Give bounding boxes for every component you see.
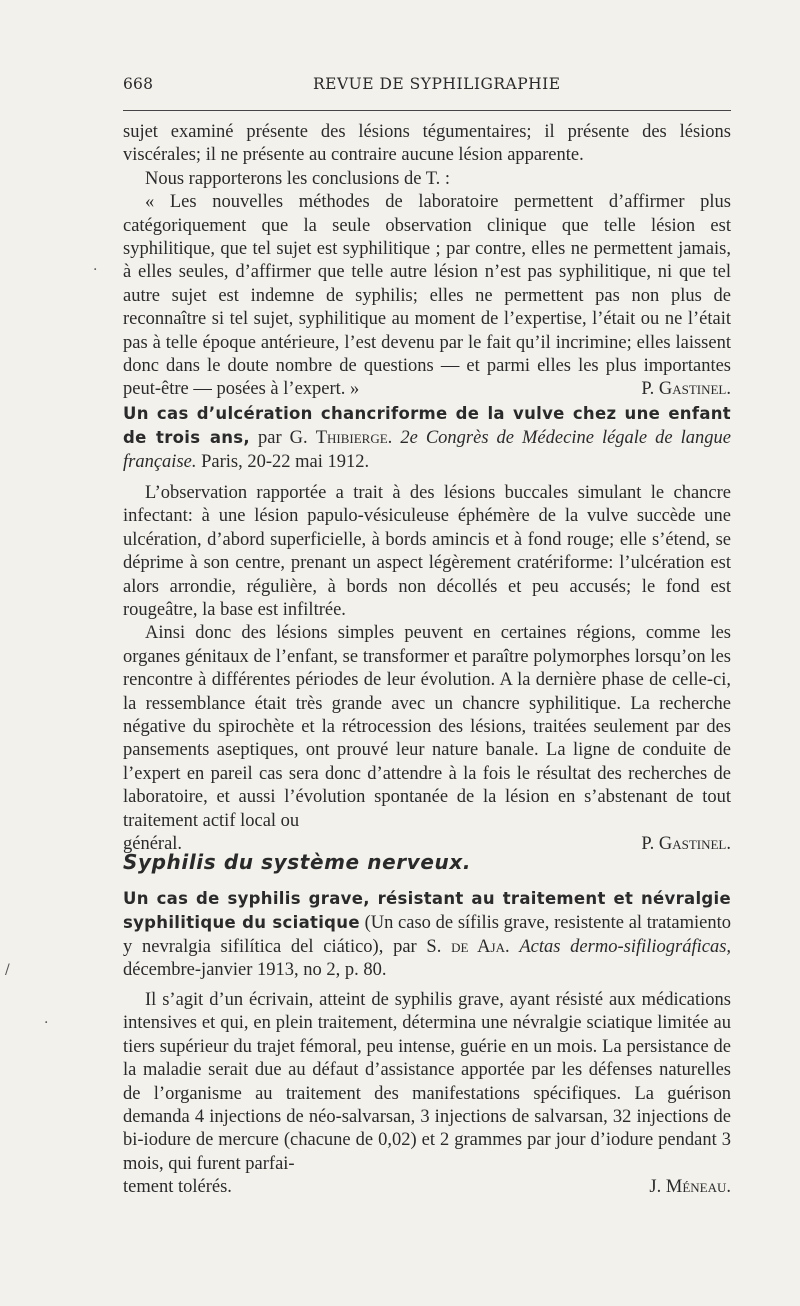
paragraph: sujet examiné présente des lésions tégumentaires; il présente des lésions viscérales; il ne présente au contraire aucune lésion apparente. <box>123 122 731 166</box>
journal-title: REVUE DE SYPHILIGRAPHIE <box>313 75 561 93</box>
article-translation: (Un caso de sífilis grave, resistente al tratamiento y nevralgia sifilítica del ciático), par S. <box>123 913 732 957</box>
closing-line <box>123 1176 731 1199</box>
margin-dot: · <box>93 262 98 278</box>
article-body <box>123 989 731 1200</box>
article-heading <box>123 887 731 983</box>
article-author: de Aja. <box>451 936 510 957</box>
signature: P. Gastinel. <box>641 379 731 400</box>
paragraph: Il s’agit d’un écrivain, atteint de syphilis grave, ayant résisté aux médications intensives et qui, en plein traitement, détermina une névralgie sciatique limitée au tiers supérieur du trajet fémoral, peu intense, guérie en un mois. La persistance de la maladie serait due au défaut d’assistance apportée par les défenses naturelles de l’organisme au traitement des manifestations spécifiques. La guérison demanda 4 injections de néo-salvarsan, 3 injections de salvarsan, 32 injections de bi-iodure de mercure (chacune de 0,02) et 2 grammes par jour d’iodure pendant 3 mois, qui furent parfai- <box>123 990 731 1174</box>
running-header <box>123 75 730 99</box>
article-date: Paris, 20-22 mai 1912. <box>201 451 370 472</box>
article-author: Thibierge. <box>315 428 393 449</box>
paragraph-end: général. <box>123 834 183 855</box>
paragraph-end: tement tolérés. <box>123 1177 232 1198</box>
paragraph: Nous rapporterons les conclusions de T. : <box>145 168 451 189</box>
article-title: Un cas d’ulcération chancriforme de la vulve chez une enfant de trois ans, <box>123 404 731 448</box>
signature: P. Gastinel. <box>641 834 731 855</box>
article-body <box>123 482 731 857</box>
paragraph: Ainsi donc des lésions simples peuvent en certaines régions, comme les organes génitaux de l’enfant, se transformer et paraître polymorphes lorsqu’on les rencontre à différentes périodes de leur évolution. A la dernière phase de celle-ci, la ressemblance était très grande avec un chancre syphilitique. La recherche négative du spirochète et la rétrocession des lésions, traitées seulement par des pansements aseptiques, ont prouvé leur nature banale. La ligne de conduite de l’expert en pareil cas sera donc d’attendre à la fois le résultat des recherches de laboratoire, et aussi l’évolution spontanée de la lésion en s’abstenant de tout traitement actif local ou <box>123 623 731 831</box>
article-heading <box>123 402 731 474</box>
quote-text: « Les nouvelles méthodes de laboratoire permettent d’affirmer plus catégoriquement que la seule observation clinique que telle lésion est syphilitique, que tel sujet est syphilitique ; par contre, elles ne permettent jamais, à elles seules, d’affirmer que telle autre lésion n’est pas syphilitique, ni que tel autre sujet est indemne de syphilis; elles ne permettent pas non plus de reconnaître si tel sujet, syphilitique au moment de l’expertise, l’était ou ne l’était pas à telle époque antérieure, l’est devenu par le fait qu’il incrimine; elles laissent donc dans le doute nombre de questions — et parmi elles les plus importantes peut-être — posées à l’expert. » <box>123 192 731 400</box>
signature: J. Méneau. <box>649 1177 731 1198</box>
article-date: décembre-janvier 1913, no 2, p. 80. <box>123 960 387 981</box>
header-rule <box>123 110 731 111</box>
paragraph: L’observation rapportée a trait à des lésions buccales simulant le chancre infectant: à une lésion papulo-vésiculeuse éphémère de la vulve succède une ulcération, d’abord superficielle, à bords amincis et à fond rouge; elle s’étend, se déprime à son centre, prenant un aspect légèrement cratériforme: l’ulcération est alors arrondie, régulière, à bords non décollés et peu accusés; le fond est rougeâtre, la base est infiltrée. <box>123 483 731 621</box>
article-by: par G. <box>258 428 308 449</box>
article-venue: 2e Congrès de Médecine légale de langue française. <box>123 428 732 472</box>
page-number: 668 <box>123 75 154 93</box>
article-venue: Actas dermo-sifiliográficas, <box>519 936 732 957</box>
section-title: Syphilis du système nerveux. <box>123 850 472 874</box>
continuation-block <box>123 121 731 402</box>
quote-paragraph <box>123 191 731 402</box>
margin-tick: / <box>5 962 10 978</box>
article-title: Un cas de syphilis grave, résistant au traitement et névralgie syphilitique du sciatique <box>123 889 731 933</box>
margin-dot: · <box>44 1015 49 1031</box>
